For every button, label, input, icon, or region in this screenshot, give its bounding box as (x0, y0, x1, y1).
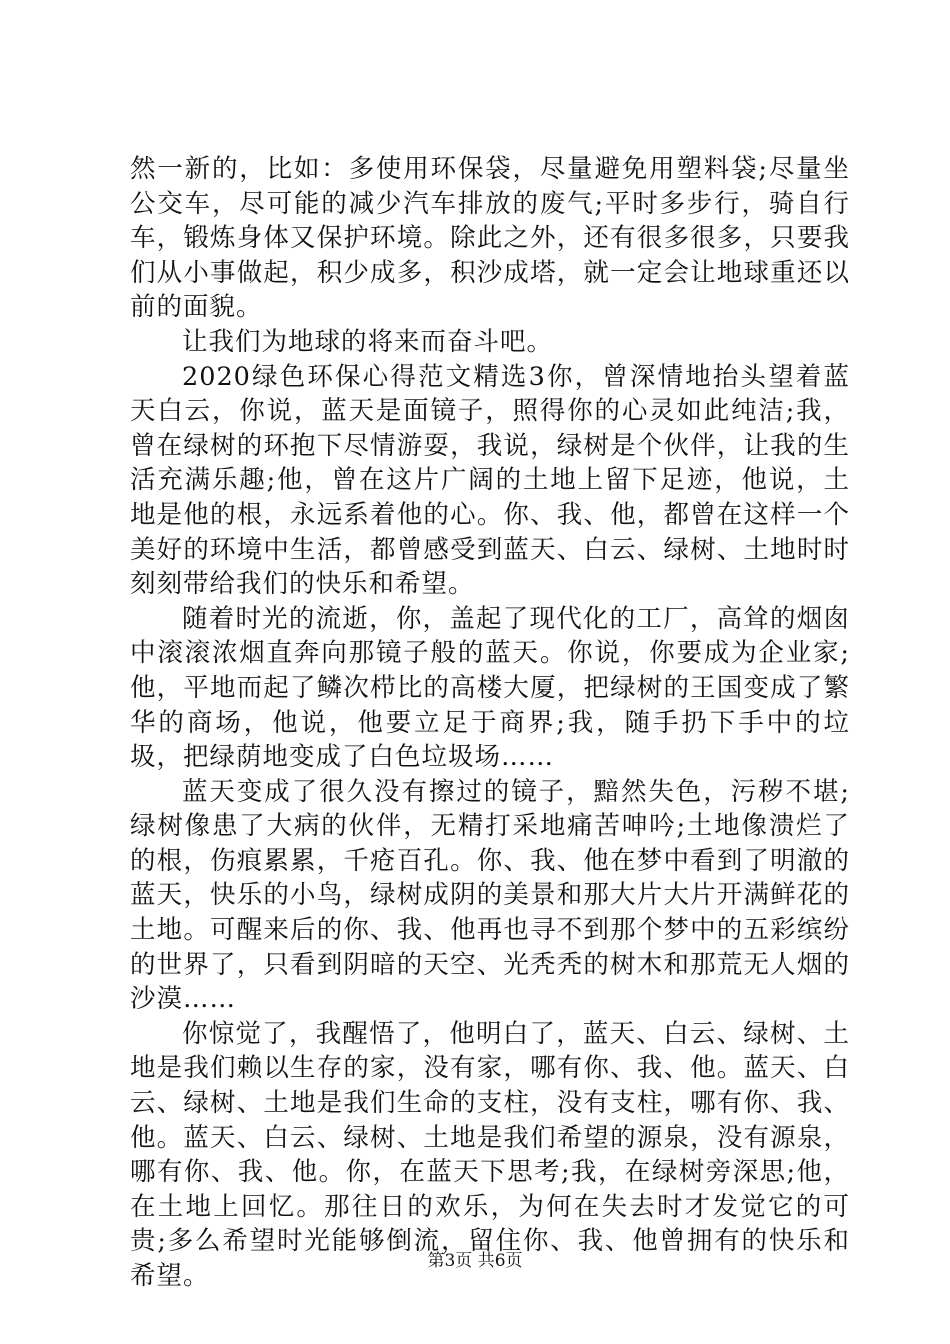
page-footer: 第3页 共6页 (427, 1251, 523, 1271)
paragraph-3: 2020绿色环保心得范文精选3你，曾深情地抬头望着蓝天白云，你说，蓝天是面镜子，照得你的心灵如此纯洁;我，曾在绿树的环抱下尽情游耍，我说，绿树是个伙伴，让我的生活充满乐趣;他，曾在这片广阔的土地上留下足迹，他说，土地是他的根，永远系着他的心。你、我、他，都曾在这样一个美好的环境中生活，都曾感受到蓝天、白云、绿树、土地时时刻刻带给我们的快乐和希望。 (130, 361, 850, 600)
paragraph-1: 然一新的，比如：多使用环保袋，尽量避免用塑料袋;尽量坐公交车，尽可能的减少汽车排放的废气;平时多步行，骑自行车，锻炼身体又保护环境。除此之外，还有很多很多，只要我们从小事做起，积少成多，积沙成塔，就一定会让地球重还以前的面貌。 (130, 154, 850, 323)
paragraph-5: 蓝天变成了很久没有擦过的镜子，黯然失色，污秽不堪;绿树像患了大病的伙伴，无精打采地痛苦呻吟;土地像溃烂了的根，伤痕累累，千疮百孔。你、我、他在梦中看到了明澈的蓝天，快乐的小鸟，绿树成阴的美景和那大片大片开满鲜花的土地。可醒来后的你、我、他再也寻不到那个梦中的五彩缤纷的世界了，只看到阴暗的天空、光秃秃的树木和那荒无人烟的沙漠…… (130, 776, 850, 1015)
paragraph-6: 你惊觉了，我醒悟了，他明白了，蓝天、白云、绿树、土地是我们赖以生存的家，没有家，哪有你、我、他。蓝天、白云、绿树、土地是我们生命的支柱，没有支柱，哪有你、我、他。蓝天、白云、绿树、土地是我们希望的源泉，没有源泉，哪有你、我、他。你，在蓝天下思考;我，在绿树旁深思;他，在土地上回忆。那往日的欢乐，为何在失去时才发觉它的可贵;多么希望时光能够倒流，留住你、我、他曾拥有的快乐和希望。 (130, 1018, 850, 1291)
document-body (130, 152, 850, 1294)
paragraph-4: 随着时光的流逝，你，盖起了现代化的工厂，高耸的烟囱中滚滚浓烟直奔向那镜子般的蓝天。你说，你要成为企业家;他，平地而起了鳞次栉比的高楼大厦，把绿树的王国变成了繁华的商场，他说，他要立足于商界;我，随手扔下手中的垃圾，把绿荫地变成了白色垃圾场…… (130, 603, 850, 773)
paragraph-2: 让我们为地球的将来而奋斗吧。 (182, 326, 554, 357)
